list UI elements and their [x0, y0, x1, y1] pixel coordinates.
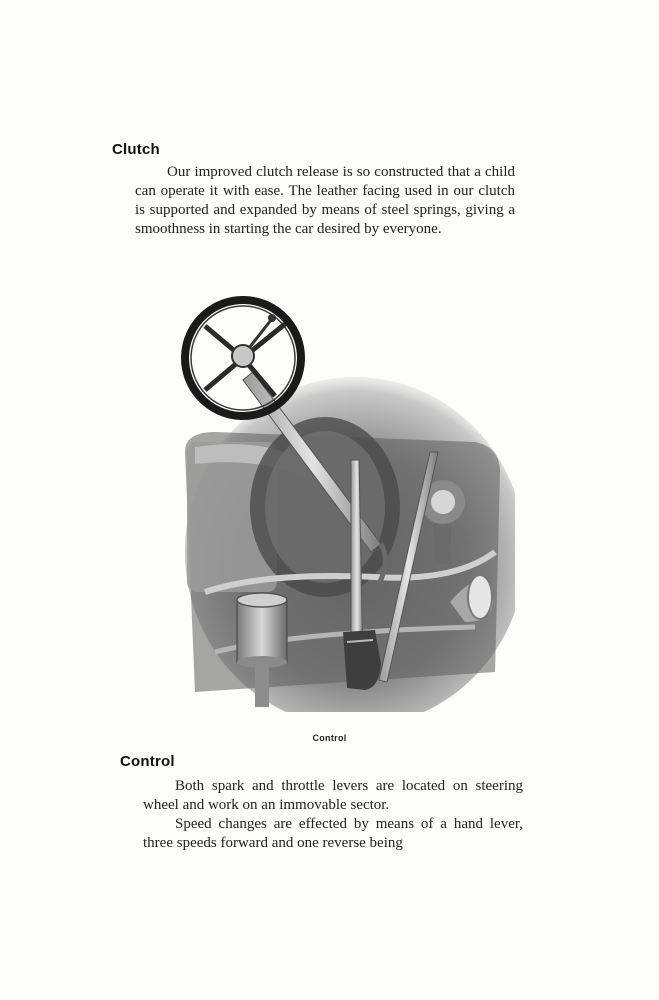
clutch-paragraph — [135, 163, 515, 239]
steering-control-illustration — [175, 292, 515, 712]
clutch-heading: Clutch — [112, 141, 160, 158]
clutch-paragraph-text: Our improved clutch release is so constructed that a child can operate it with ease. The leather facing used in our clutch is supported and expanded by means of steel springs, giving a smoothness in starting the car desired by everyone. — [135, 164, 515, 237]
control-paragraph-2: Speed changes are effected by means of a hand lever, three speeds forward and one reverse being — [143, 816, 523, 851]
figure-caption: Control — [312, 733, 347, 743]
control-paragraph-1: Both spark and throttle levers are located on steering wheel and work on an immovable sector. — [143, 778, 523, 813]
control-heading: Control — [120, 753, 175, 770]
control-paragraphs — [143, 777, 523, 853]
